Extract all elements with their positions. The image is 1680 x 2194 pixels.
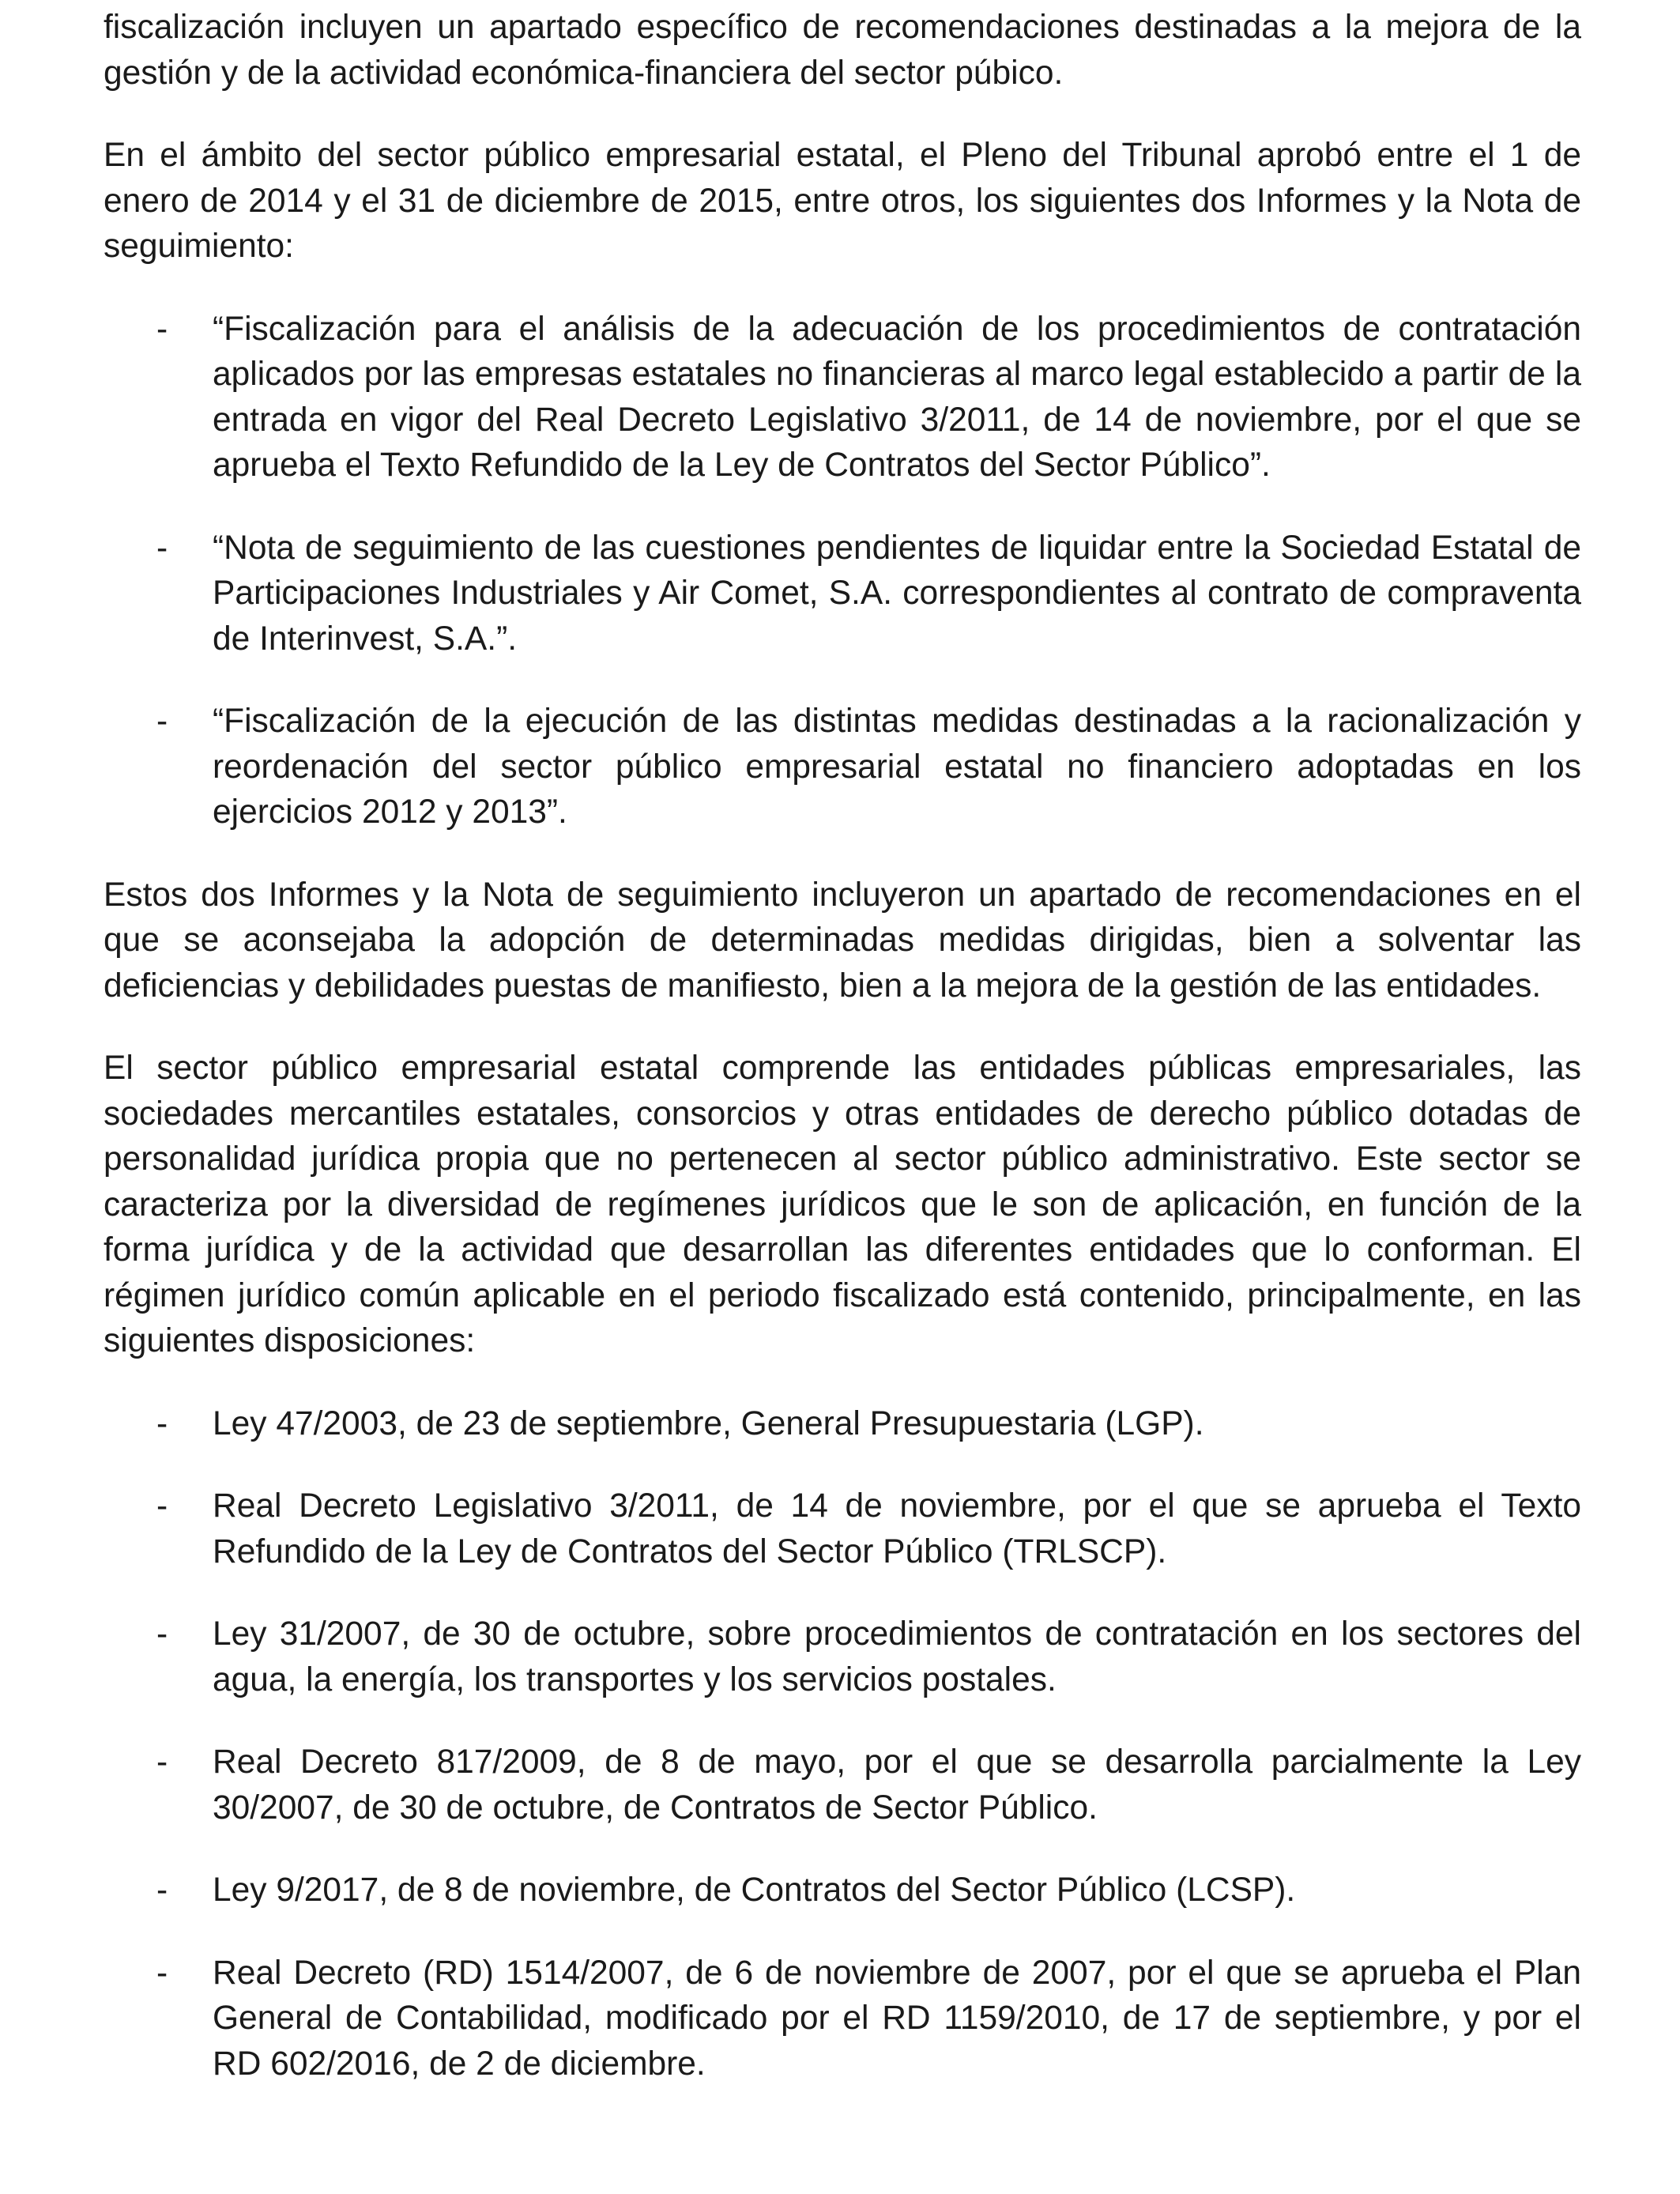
document-page (104, 5, 1581, 2124)
list-item (104, 1868, 1581, 1913)
list-item-text: “Nota de seguimiento de las cuestiones pendientes de liquidar entre la Sociedad Estatal de Participaciones Industriales y Air Comet, S.A. correspondientes al contrato de compraventa de Interinvest, S.A.”. (213, 529, 1581, 658)
list-item (104, 1401, 1581, 1447)
list-item (104, 699, 1581, 835)
bullet-dash: - (156, 1615, 168, 1653)
disposiciones-list (104, 1401, 1581, 2087)
list-item (104, 1483, 1581, 1574)
list-item-text: “Fiscalización para el análisis de la adecuación de los procedimientos de contratación aplicados por las empresas estatales no financieras al marco legal establecido a partir de la entrada en vigor del Real Decreto Legislativo 3/2011, de 14 de noviembre, por el que se aprueba el Texto Refundido de la Ley de Contratos del Sector Público”. (213, 310, 1581, 484)
list-item (104, 1951, 1581, 2087)
paragraph-recomendaciones: Estos dos Informes y la Nota de seguimiento incluyeron un apartado de recomendaciones en el que se aconsejaba la adopción de determinadas medidas dirigidas, bien a solventar las deficiencias y debilidades puestas de manifiesto, bien a la mejora de la gestión de las entidades. (104, 876, 1581, 1005)
informes-list (104, 307, 1581, 835)
bullet-dash: - (156, 703, 168, 740)
bullet-dash: - (156, 1954, 168, 1992)
list-item (104, 1740, 1581, 1830)
bullet-dash: - (156, 529, 168, 567)
list-item-text: Real Decreto (RD) 1514/2007, de 6 de noviembre de 2007, por el que se aprueba el Plan General de Contabilidad, modificado por el RD 1159/2010, de 17 de septiembre, y por el RD 602/2016, de 2 de diciembre. (213, 1954, 1581, 2083)
bullet-dash: - (156, 1487, 168, 1525)
list-item-text: Ley 31/2007, de 30 de octubre, sobre procedimientos de contratación en los sectores del agua, la energía, los transportes y los servicios postales. (213, 1615, 1581, 1698)
bullet-dash: - (156, 1744, 168, 1781)
list-item-text: Ley 9/2017, de 8 de noviembre, de Contratos del Sector Público (LCSP). (213, 1872, 1296, 1909)
list-item-text: Ley 47/2003, de 23 de septiembre, General Presupuestaria (LGP). (213, 1404, 1204, 1442)
list-item-text: Real Decreto 817/2009, de 8 de mayo, por el que se desarrolla parcialmente la Ley 30/2007, de 30 de octubre, de Contratos de Sector Público. (213, 1744, 1581, 1826)
list-item (104, 1612, 1581, 1702)
list-item (104, 307, 1581, 488)
list-item (104, 526, 1581, 662)
intro-paragraph: fiscalización incluyen un apartado específico de recomendaciones destinadas a la mejora de la gestión y de la actividad económica-financiera del sector púbico. (104, 9, 1581, 92)
list-item-text: “Fiscalización de la ejecución de las distintas medidas destinadas a la racionalización y reordenación del sector público empresarial estatal no financiero adoptadas en los ejercicios 2012 y 2013”. (213, 703, 1581, 831)
bullet-dash: - (156, 310, 168, 348)
bullet-dash: - (156, 1404, 168, 1442)
list-item-text: Real Decreto Legislativo 3/2011, de 14 de noviembre, por el que se aprueba el Texto Refundido de la Ley de Contratos del Sector Público (TRLSCP). (213, 1487, 1581, 1570)
bullet-dash: - (156, 1872, 168, 1909)
paragraph-sector: El sector público empresarial estatal comprende las entidades públicas empresariales, las sociedades mercantiles estatales, consorcios y otras entidades de derecho público dotadas de personalidad jurídica propia que no pertenecen al sector público administrativo. Este sector se caracteriza por la diversidad de regímenes jurídicos que le son de aplicación, en función de la forma jurídica y de la actividad que desarrollan las diferentes entidades que lo conforman. El régimen jurídico común aplicable en el periodo fiscalizado está contenido, principalmente, en las siguientes disposiciones: (104, 1050, 1581, 1359)
paragraph-ambito: En el ámbito del sector público empresarial estatal, el Pleno del Tribunal aprobó entre el 1 de enero de 2014 y el 31 de diciembre de 2015, entre otros, los siguientes dos Informes y la Nota de seguimiento: (104, 137, 1581, 265)
